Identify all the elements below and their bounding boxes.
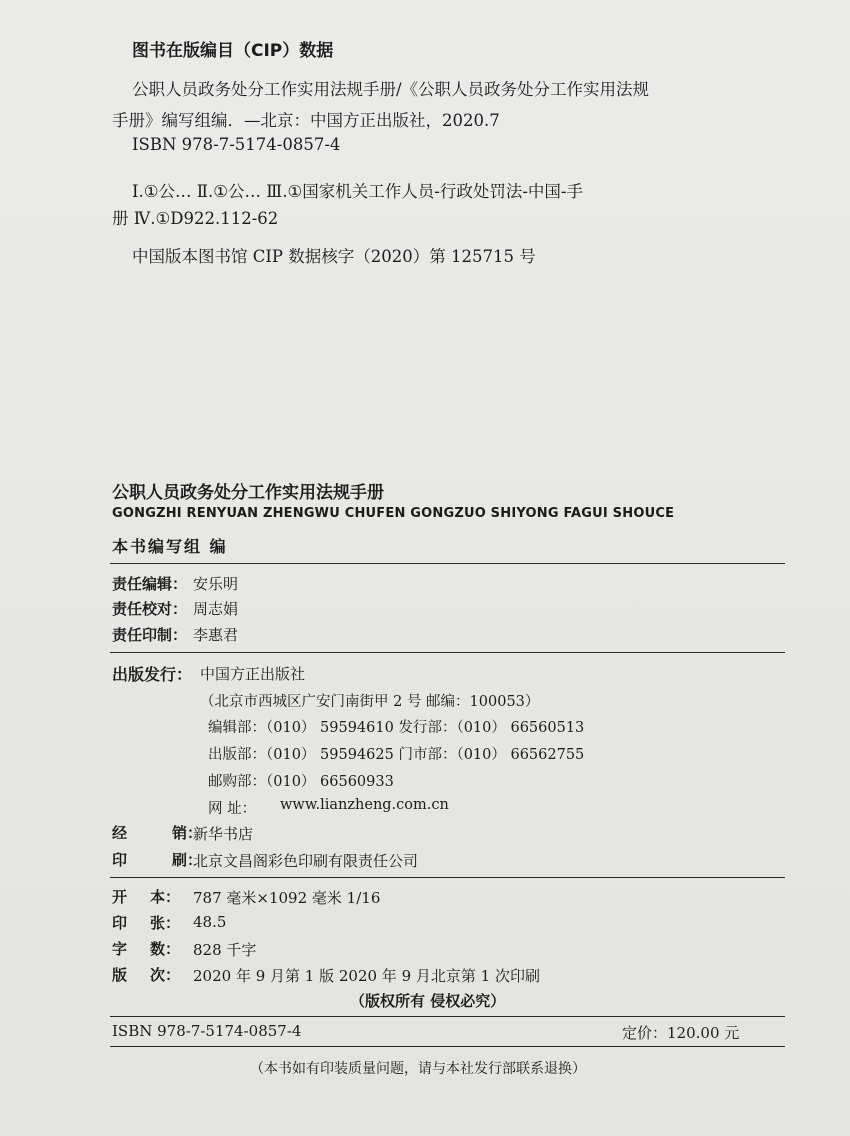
editor-value: 安乐明 [193,575,239,593]
format-label: 本： [150,888,181,906]
phone-line-2: 出版部：（010） 59594625 门市部：（010） 66562755 [208,747,585,763]
divider-5 [110,1046,785,1047]
editor-label: 责任编辑： [112,575,188,593]
cip-line-2: 手册》编写组编．—北京：中国方正出版社，2020.7 [112,111,500,130]
sheets-label-char: 印 [112,914,128,932]
divider-2 [110,652,785,653]
book-editors: 本书编写组 编 [112,537,228,556]
phone-line-1: 编辑部：（010） 59594610 发行部：（010） 66560513 [208,720,585,736]
cip-classification-1: Ⅰ.①公… Ⅱ.①公… Ⅲ.①国家机关工作人员-行政处罚法-中国-手 [132,182,583,201]
price: 定价：120.00 元 [622,1024,740,1042]
book-title: 公职人员政务处分工作实用法规手册 [112,483,384,503]
cip-classification-2: 册 Ⅳ.①D922.112-62 [112,209,279,228]
cip-verification: 中国版本图书馆 CIP 数据核字（2020）第 125715 号 [132,247,536,266]
website-url: www.lianzheng.com.cn [280,797,449,813]
printer-value: 北京文昌阁彩色印刷有限责任公司 [193,852,419,870]
proof-label: 责任校对： [112,600,188,618]
edition-value: 2020 年 9 月第 1 版 2020 年 9 月北京第 1 次印刷 [193,967,540,985]
sheets-label: 张： [150,914,181,932]
cip-title: 图书在版编目（CIP）数据 [132,41,334,61]
format-value: 787 毫米×1092 毫米 1/16 [193,889,381,907]
footer-isbn: ISBN 978-7-5174-0857-4 [112,1022,302,1040]
edition-label-char: 版 [112,966,128,984]
format-label-char: 开 [112,888,128,906]
publisher-address: （北京市西城区广安门南街甲 2 号 邮编：100053） [200,694,540,710]
printer-label-char: 印 [112,851,128,869]
divider-1 [110,563,785,564]
printer-label: 刷： [172,851,203,869]
sheets-value: 48.5 [193,913,227,931]
proof-value: 周志娟 [193,600,239,618]
distributor-label: 销： [172,824,203,842]
distributor-label-char: 经 [112,824,128,842]
cip-line-1: 公职人员政务处分工作实用法规手册/《公职人员政务处分工作实用法规 [132,80,650,99]
publisher-name: 中国方正出版社 [200,665,306,683]
publisher-label: 出版发行： [112,665,193,684]
word-count-label: 数： [150,940,181,958]
print-manager-value: 李惠君 [193,626,239,644]
phone-line-3: 邮购部：（010） 66560933 [208,774,394,790]
print-manager-label: 责任印制： [112,626,188,644]
word-count-label-char: 字 [112,940,128,958]
divider-3 [110,877,785,878]
book-pinyin: GONGZHI RENYUAN ZHENGWU CHUFEN GONGZUO SHIYONG FAGUI SHOUCE [112,506,675,521]
cip-isbn: ISBN 978-7-5174-0857-4 [132,135,341,154]
website-label: 网 址： [208,801,257,817]
divider-4 [110,1016,785,1017]
quality-notice: （本书如有印装质量问题，请与本社发行部联系退换） [250,1061,586,1077]
edition-label: 次： [150,966,181,984]
word-count-value: 828 千字 [193,941,257,959]
copyright-notice: （版权所有 侵权必究） [350,992,506,1010]
distributor-value: 新华书店 [193,825,254,843]
